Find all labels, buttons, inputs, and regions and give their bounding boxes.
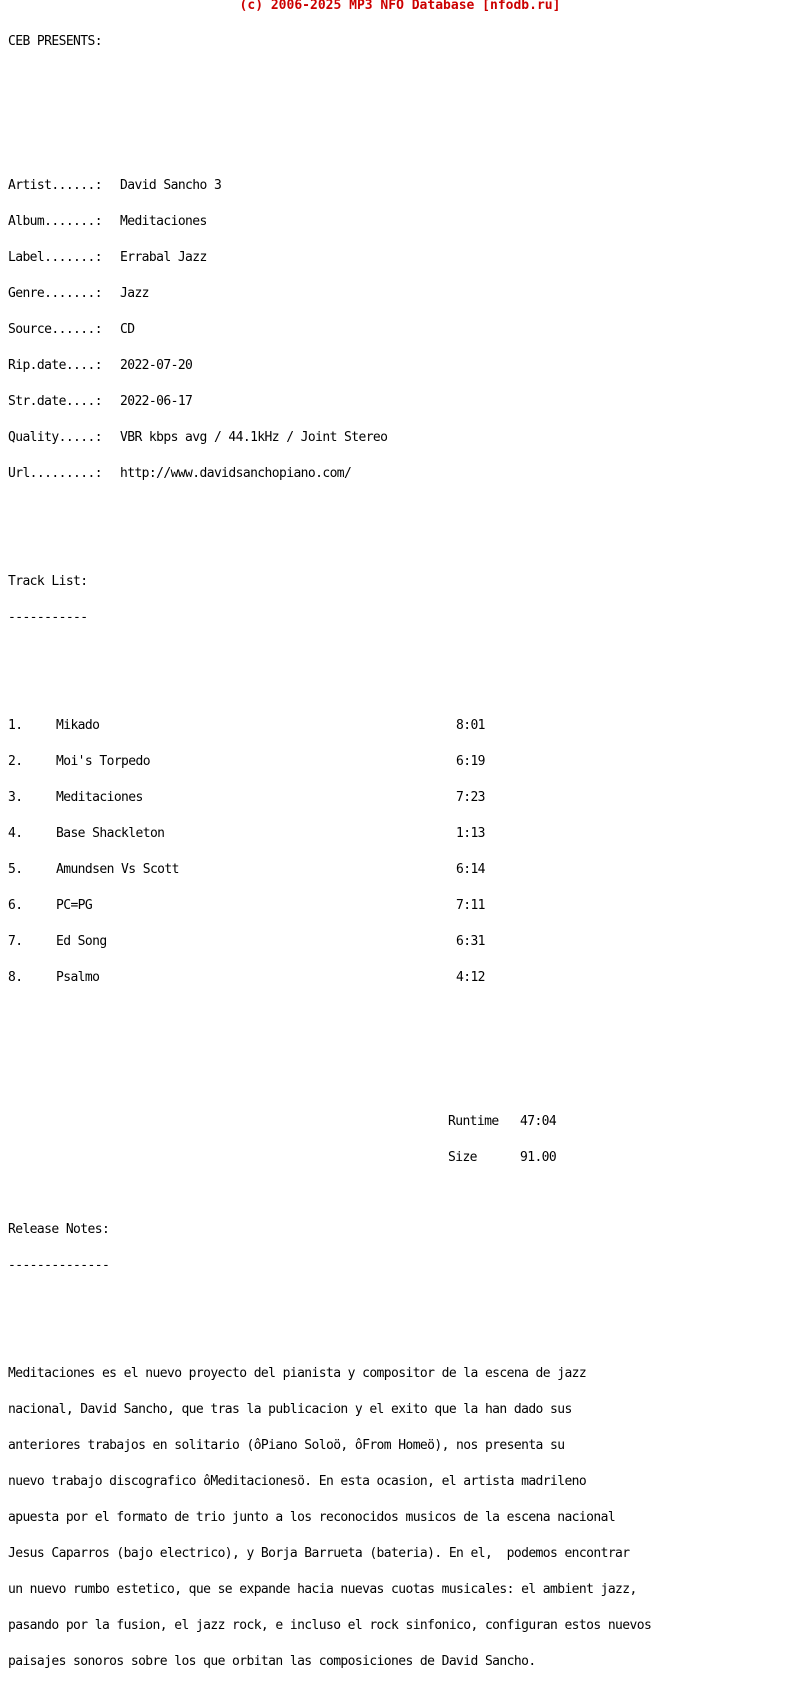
info-label: Genre.......:	[8, 286, 102, 301]
track-number: 1.	[8, 718, 23, 733]
stat-value: 91.00	[520, 1150, 557, 1165]
track-row	[8, 720, 651, 732]
info-value: http://www.davidsanchopiano.com/	[120, 466, 352, 481]
notes-heading: Release Notes:	[8, 1222, 110, 1237]
track-number: 7.	[8, 934, 23, 949]
info-value: David Sancho 3	[120, 178, 222, 193]
stat-label: Runtime	[448, 1114, 499, 1129]
track-row	[8, 792, 651, 804]
info-value: Meditaciones	[120, 214, 207, 229]
track-title: Mikado	[56, 718, 100, 733]
info-row-album	[8, 216, 651, 228]
blank-line	[8, 648, 651, 660]
info-row-rip-date	[8, 360, 651, 372]
blank-line	[8, 1044, 651, 1056]
info-label: Source......:	[8, 322, 102, 337]
info-row-label	[8, 252, 651, 264]
info-label: Url.........:	[8, 466, 102, 481]
track-row	[8, 864, 651, 876]
info-row-artist	[8, 180, 651, 192]
info-label: Artist......:	[8, 178, 102, 193]
info-label: Rip.date....:	[8, 358, 102, 373]
track-title: PC=PG	[56, 898, 93, 913]
notes-line: nacional, David Sancho, que tras la publicacion y el exito que la han dado sus	[8, 1402, 572, 1417]
notes-line: apuesta por el formato de trio junto a los reconocidos musicos de la escena nacional	[8, 1510, 616, 1525]
track-number: 6.	[8, 898, 23, 913]
blank-line	[8, 72, 651, 84]
track-row	[8, 828, 651, 840]
track-row	[8, 936, 651, 948]
info-value: Errabal Jazz	[120, 250, 207, 265]
track-row	[8, 900, 651, 912]
watermark-banner: (c) 2006-2025 MP3 NFO Database [nfodb.ru]	[239, 0, 561, 13]
track-number: 5.	[8, 862, 23, 877]
track-time: 4:12	[456, 970, 485, 985]
notes-line: anteriores trabajos en solitario (ôPiano Soloö, ôFrom Homeö), nos presenta su	[8, 1438, 565, 1453]
notes-rule: --------------	[8, 1258, 110, 1273]
track-time: 6:14	[456, 862, 485, 877]
track-title: Psalmo	[56, 970, 100, 985]
track-time: 6:31	[456, 934, 485, 949]
presents-header: CEB PRESENTS:	[8, 34, 102, 49]
track-title: Amundsen Vs Scott	[56, 862, 179, 877]
notes-line: nuevo trabajo discografico ôMeditacionesö. En esta ocasion, el artista madrileno	[8, 1474, 587, 1489]
stat-label: Size	[448, 1150, 477, 1165]
track-time: 8:01	[456, 718, 485, 733]
tracklist-heading: Track List:	[8, 574, 88, 589]
info-row-genre	[8, 288, 651, 300]
tracklist-rule: -----------	[8, 610, 88, 625]
info-label: Str.date....:	[8, 394, 102, 409]
track-list	[8, 696, 651, 1008]
info-label: Album.......:	[8, 214, 102, 229]
track-number: 3.	[8, 790, 23, 805]
track-time: 1:13	[456, 826, 485, 841]
info-value: 2022-06-17	[120, 394, 193, 409]
stat-value: 47:04	[520, 1114, 557, 1129]
track-title: Meditaciones	[56, 790, 143, 805]
track-title: Moi's Torpedo	[56, 754, 150, 769]
info-value: Jazz	[120, 286, 149, 301]
release-notes	[8, 1344, 651, 1692]
track-time: 7:11	[456, 898, 485, 913]
stat-row-runtime	[8, 1116, 651, 1128]
info-row-source	[8, 324, 651, 336]
info-label: Quality.....:	[8, 430, 102, 445]
notes-line: Meditaciones es el nuevo proyecto del pianista y compositor de la escena de jazz	[8, 1366, 587, 1381]
info-row-url	[8, 468, 651, 480]
track-time: 6:19	[456, 754, 485, 769]
track-title: Base Shackleton	[56, 826, 165, 841]
track-time: 7:23	[456, 790, 485, 805]
info-value: CD	[120, 322, 135, 337]
blank-line	[8, 540, 651, 552]
blank-line	[8, 1296, 651, 1308]
track-row	[8, 756, 651, 768]
release-info	[8, 156, 651, 504]
blank-line	[8, 108, 651, 120]
notes-line: un nuevo rumbo estetico, que se expande hacia nuevas cuotas musicales: el ambient jazz,	[8, 1582, 637, 1597]
track-number: 4.	[8, 826, 23, 841]
track-number: 8.	[8, 970, 23, 985]
track-row	[8, 972, 651, 984]
release-stats	[8, 1092, 651, 1188]
nfo-document	[8, 12, 651, 1704]
stat-row-size	[8, 1152, 651, 1164]
info-row-str-date	[8, 396, 651, 408]
notes-line: Jesus Caparros (bajo electrico), y Borja Barrueta (bateria). En el, podemos encontrar	[8, 1546, 630, 1561]
track-title: Ed Song	[56, 934, 107, 949]
notes-line: paisajes sonoros sobre los que orbitan las composiciones de David Sancho.	[8, 1654, 536, 1669]
info-value: 2022-07-20	[120, 358, 193, 373]
track-number: 2.	[8, 754, 23, 769]
info-label: Label.......:	[8, 250, 102, 265]
notes-line: pasando por la fusion, el jazz rock, e incluso el rock sinfonico, configuran estos nuevos	[8, 1618, 652, 1633]
info-value: VBR kbps avg / 44.1kHz / Joint Stereo	[120, 430, 388, 445]
info-row-quality	[8, 432, 651, 444]
